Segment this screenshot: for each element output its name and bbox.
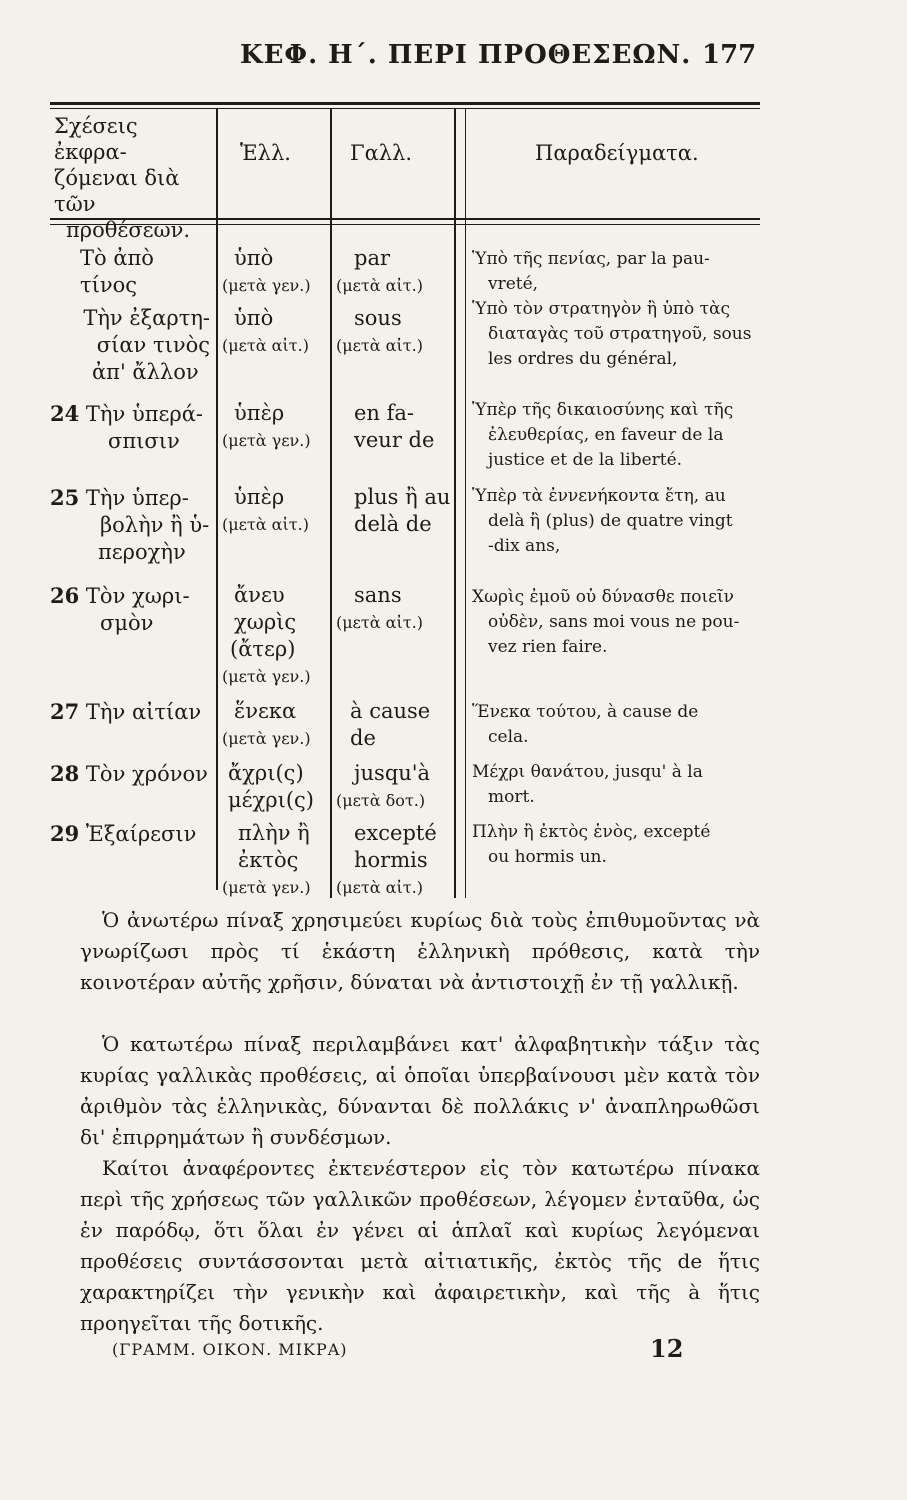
french-word: en fa- (354, 401, 415, 425)
row-number: 25 (50, 485, 80, 510)
example-cell (472, 585, 764, 660)
header-examples: Παραδείγματα. (535, 141, 699, 165)
example-line: οὐδὲν, sans moi vous ne pou- (488, 612, 740, 632)
page-header (0, 40, 907, 80)
relation-cell (50, 582, 215, 637)
example-line: Ὑπὸ τῆς πενίας, par la pau- (472, 249, 710, 269)
header-relations (54, 113, 214, 243)
relation-cell (50, 698, 215, 726)
relation-text: Τὴν ὑπερ- (85, 486, 189, 510)
relation-text: Τὴν ὑπερά- (85, 402, 204, 426)
greek-word: ἄχρι(ς) (228, 761, 304, 785)
relation-text: Τὴν αἰτίαν (85, 700, 202, 724)
greek-case: (μετὰ γεν.) (222, 667, 311, 686)
relation-line: σπισιν (108, 429, 180, 453)
french-word: par (354, 246, 391, 270)
greek-cell (222, 698, 328, 752)
row-number: 29 (50, 821, 80, 846)
example-cell (472, 297, 764, 372)
relation-line (50, 484, 215, 512)
signature-mark: (ΓΡΑΜΜ. ΟΙΚΟΝ. ΜΙΚΡΑ) (112, 1340, 348, 1359)
french-case: (μετὰ αἰτ.) (336, 613, 423, 632)
relation-line: σμὸν (100, 611, 154, 635)
header-relations-line: Σχέσεις ἐκφρα- (54, 114, 138, 164)
relation-line (50, 760, 215, 788)
relation-line (50, 400, 215, 428)
relation-cell (80, 245, 215, 299)
relation-cell (50, 484, 215, 566)
french-cell (336, 582, 452, 636)
example-cell (472, 820, 764, 870)
greek-cell (222, 484, 328, 538)
example-line: Ἕνεκα τούτου, à cause de (472, 702, 699, 722)
example-cell (472, 484, 764, 559)
example-line: διαταγὰς τοῦ στρατηγοῦ, sous (488, 324, 752, 344)
row-number: 28 (50, 761, 80, 786)
greek-word: (ἄτερ) (230, 637, 296, 661)
greek-word: χωρὶς (234, 610, 297, 634)
french-cell (336, 820, 452, 901)
relation-text: Ἐξαίρεσιν (85, 822, 197, 846)
example-line: Πλὴν ἢ ἐκτὸς ἑνὸς, excepté (472, 822, 711, 842)
greek-case: (μετὰ αἰτ.) (222, 515, 309, 534)
greek-word: ὑπὲρ (234, 485, 285, 509)
french-word: delà de (354, 512, 432, 536)
french-word: plus ἢ au (354, 485, 451, 509)
body-paragraph: Καίτοι ἀναφέροντες ἐκτενέστερον εἰς τὸν κατωτέρω πίνακα περὶ τῆς χρήσεως τῶν γαλλικῶν προθέσεων, λέγομεν ἐνταῦθα, ὡς ἐν παρόδῳ, ὅτι ὅλαι ἐν γένει αἱ ἁπλαῖ καὶ κυρίως λεγόμεναι προθέσεις συντάσσονται μετὰ αἰτιατικῆς, ἐκτὸς τῆς de ἥτις χαρακτηρίζει τὴν γενικὴν καὶ ἀφαιρετικὴν, καὶ τῆς à ἥτις προηγεῖται τῆς δοτικῆς. (80, 1156, 760, 1335)
relation-line: σίαν τινὸς (96, 333, 210, 357)
column-divider-1 (216, 108, 218, 890)
row-number: 26 (50, 583, 80, 608)
header-relations-line: προθέσεων. (66, 218, 191, 242)
french-word: excepté (354, 821, 437, 845)
greek-word: πλὴν ἢ (238, 821, 310, 845)
example-line: vreté, (488, 274, 539, 294)
header-greek: Ἑλλ. (240, 141, 291, 165)
french-word: sous (354, 306, 402, 330)
french-cell (336, 245, 452, 299)
relation-line: ἀπ' ἄλλον (92, 360, 199, 384)
column-divider-4 (465, 108, 466, 898)
example-cell (472, 700, 764, 750)
example-cell (472, 760, 764, 810)
french-case: (μετὰ αἰτ.) (336, 336, 423, 355)
relation-cell (50, 760, 215, 788)
running-title: ΚΕΦ. Η΄. ΠΕΡΙ ΠΡΟΘΕΣΕΩΝ. (240, 40, 692, 70)
greek-cell (222, 582, 328, 690)
french-cell (336, 484, 452, 538)
relation-text: Τὸν χωρι- (85, 584, 190, 608)
greek-word: ὑπὲρ (234, 401, 285, 425)
greek-case: (μετὰ γεν.) (222, 431, 311, 450)
example-line: cela. (488, 727, 529, 747)
example-line: delà ἢ (plus) de quatre vingt (488, 511, 733, 531)
greek-word: ἐκτὸς (238, 848, 299, 872)
body-paragraph: Ὁ κατωτέρω πίναξ περιλαμβάνει κατ' ἀλφαβητικὴν τάξιν τὰς κυρίας γαλλικὰς προθέσεις, αἱ ὁποῖαι ὑπερβαίνουσι μὲν κατὰ τὸν ἀριθμὸν τὰς ἑλληνικὰς, δύνανται δὲ πολλάκις ν' ἀναπληρωθῶσι δι' ἐπιρρημάτων ἢ συνδέσμων. (80, 1032, 760, 1149)
french-word: jusqu'à (354, 761, 431, 785)
sheet-number: 12 (650, 1334, 684, 1363)
french-cell (336, 400, 452, 454)
table-top-rule-thin (50, 108, 760, 109)
row-number: 27 (50, 699, 80, 724)
french-case: (μετὰ δοτ.) (336, 791, 426, 810)
example-cell (472, 247, 764, 297)
example-line: ou hormis un. (488, 847, 607, 867)
greek-case: (μετὰ αἰτ.) (222, 336, 309, 355)
example-line: Ὑπὲρ τῆς δικαιοσύνης καὶ τῆς (472, 400, 734, 420)
column-divider-3 (454, 108, 456, 898)
relation-line: περοχὴν (98, 540, 186, 564)
relation-text: Τὸν χρόνον (85, 762, 208, 786)
greek-word: ὑπὸ (234, 306, 274, 330)
french-cell (336, 305, 452, 359)
example-line: vez rien faire. (488, 637, 608, 657)
relation-line: βολὴν ἢ ὑ- (100, 513, 210, 537)
example-line: les ordres du général, (488, 349, 678, 369)
relation-line: Τὴν ἐξαρτη- (83, 306, 210, 330)
page-number: 177 (702, 40, 757, 70)
greek-case: (μετὰ γεν.) (222, 276, 311, 295)
page-footer (0, 1332, 907, 1372)
header-french: Γαλλ. (350, 141, 413, 165)
example-line: Ὑπὸ τὸν στρατηγὸν ἢ ὑπὸ τὰς (472, 299, 730, 319)
table-top-rule (50, 102, 760, 105)
french-cell (336, 698, 461, 752)
french-word: hormis (354, 848, 428, 872)
relation-line (50, 582, 215, 610)
header-relations-line: ζόμεναι διὰ τῶν (54, 166, 180, 216)
relation-cell (60, 305, 210, 386)
column-divider-2 (330, 108, 332, 898)
greek-cell (222, 400, 328, 454)
greek-word: ὑπὸ (234, 246, 274, 270)
example-line: ἐλευθερίας, en faveur de la (488, 425, 724, 445)
relation-line (50, 820, 215, 848)
greek-cell (222, 820, 328, 901)
greek-case: (μετὰ γεν.) (222, 878, 311, 897)
relation-cell (50, 820, 215, 848)
greek-word: μέχρι(ς) (228, 788, 314, 812)
example-cell (472, 398, 764, 473)
french-word: à cause de (350, 699, 431, 750)
greek-word: ἄνευ (234, 583, 285, 607)
relation-line: Τὸ ἀπὸ τίνος (80, 246, 154, 297)
example-line: -dix ans, (488, 536, 561, 556)
greek-case: (μετὰ γεν.) (222, 729, 311, 748)
greek-word: ἕνεκα (234, 699, 297, 723)
example-line: Χωρὶς ἐμοῦ οὐ δύνασθε ποιεῖν (472, 587, 734, 607)
body-paragraph: Ὁ ἀνωτέρω πίναξ χρησιμεύει κυρίως διὰ τοὺς ἐπιθυμοῦντας νὰ γνωρίζωσι πρὸς τί ἑκάστη ἑλληνικὴ πρόθεσις, κατὰ τὴν κοινοτέραν αὐτῆς χρῆσιν, δύναται νὰ ἀντιστοιχῇ ἐν τῇ γαλλικῇ. (80, 908, 760, 994)
relation-line (50, 698, 215, 726)
greek-cell (222, 760, 328, 814)
greek-cell (222, 305, 328, 359)
example-line: Ὑπὲρ τὰ ἐννενήκοντα ἔτη, au (472, 486, 726, 506)
example-line: Μέχρι θανάτου, jusqu' à la (472, 762, 703, 782)
relation-cell (50, 400, 215, 455)
french-cell (336, 760, 452, 814)
example-line: justice et de la liberté. (488, 450, 683, 470)
french-word: sans (354, 583, 402, 607)
greek-cell (222, 245, 328, 299)
row-number: 24 (50, 401, 80, 426)
french-word: veur de (354, 428, 435, 452)
french-case: (μετὰ αἰτ.) (336, 276, 423, 295)
french-case: (μετὰ αἰτ.) (336, 878, 423, 897)
example-line: mort. (488, 787, 535, 807)
